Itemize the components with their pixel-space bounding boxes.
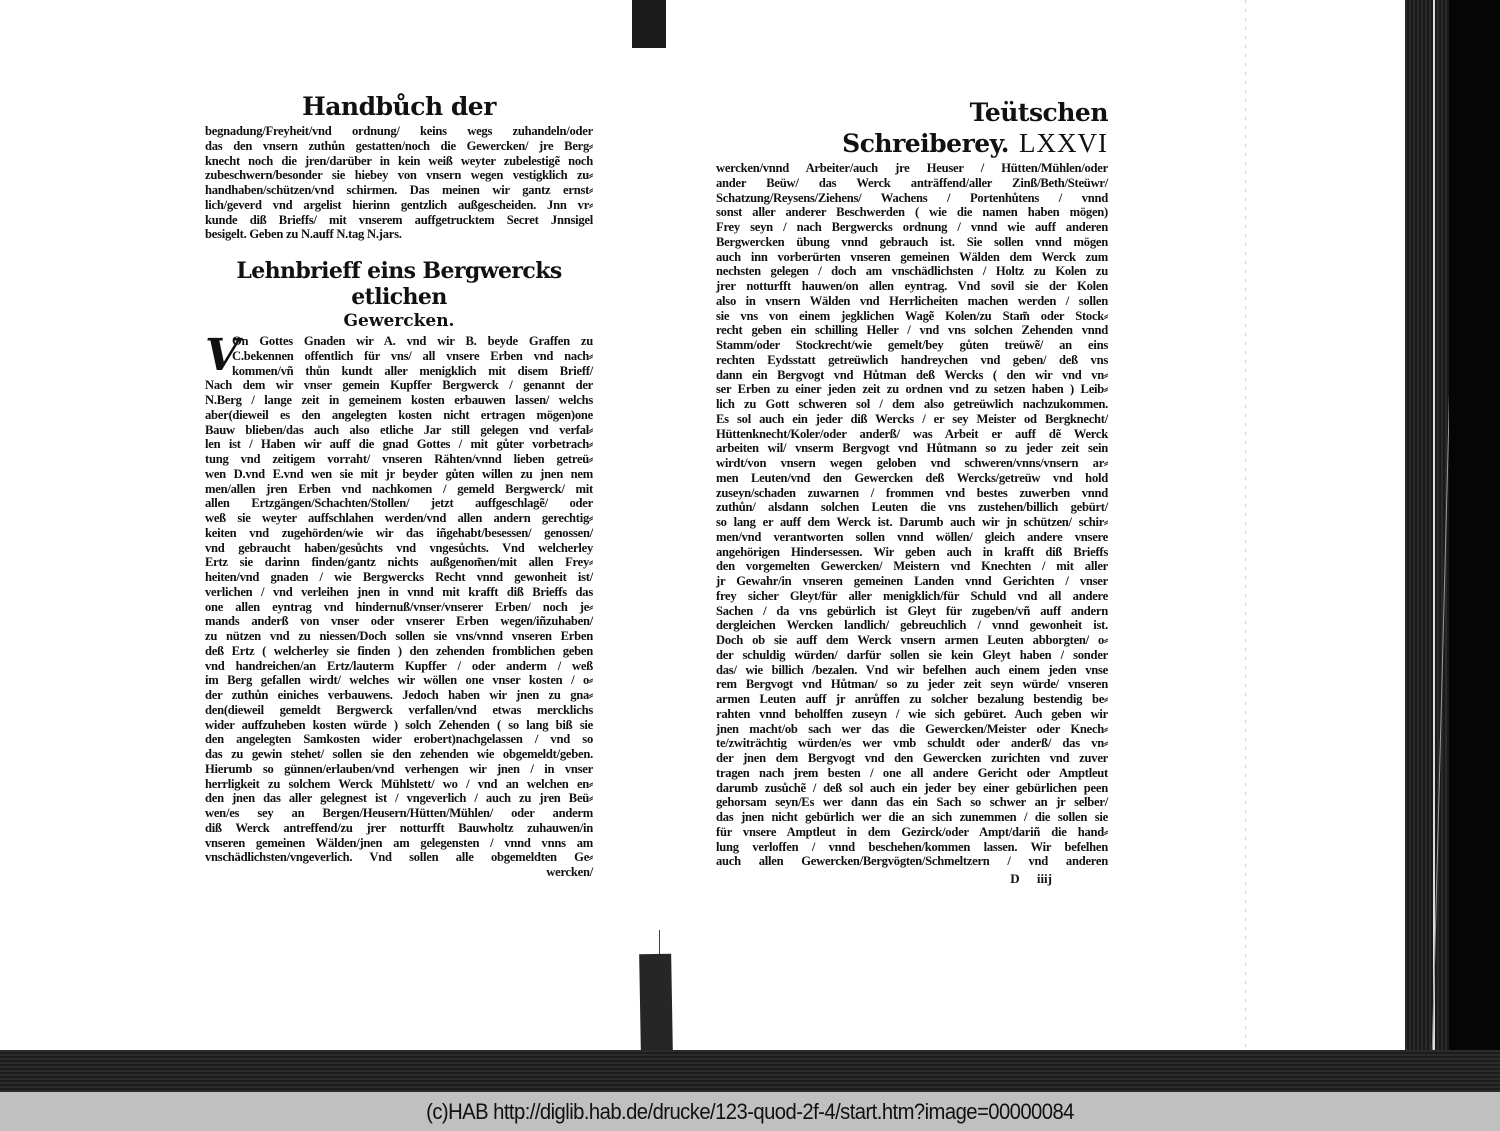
- text-line: keiten vnd zugehörden/wie wir das iñgehabt/besessen/ genossen/: [205, 525, 593, 540]
- text-line: auch allen Gewercken/Bergvögten/Schmeltzern / vnd anderen: [716, 854, 1108, 869]
- text-line: den vorgemelten Gewercken/ Meistern vnd Knechten / mit aller: [716, 559, 1108, 574]
- text-line: lich zu Gott schweren sol / dem also getreüwlich nachzukommen.: [716, 397, 1108, 411]
- drop-cap: V: [205, 330, 240, 381]
- text-line: vnseren gemeinen Wälden/jnen am gelegensten / vnnd vnns am: [205, 835, 593, 850]
- left-page: [205, 92, 593, 880]
- text-line: darumb zusůchẽ / deß sol auch ein jeder bey einer gebürlichen peen: [716, 780, 1108, 795]
- text-line: herrligkeit zu solchem Werck Mühlstett/ wo / vnd an welchen en⸗: [205, 776, 593, 791]
- text-line: N.Berg / lange zeit in gemeinem kosten erbauwen lassen/ welchs: [205, 393, 593, 407]
- text-line: dergleichen Wercken landlich/ gebreuchlich / vnnd gewonheit ist.: [716, 618, 1108, 633]
- text-line: der zuthůn einiches verbauwens. Jedoch haben wir jnen zu gna⸗: [205, 688, 593, 702]
- text-line: der jnen dem Bergvogt vnd den Gewercken zurichten vnd zuver: [716, 751, 1108, 765]
- signature-mark: D iiij: [1010, 871, 1052, 886]
- text-line: dann ein Bergvogt vnd Hůtman deß Wercks ( den wir vnd vn⸗: [716, 367, 1108, 382]
- text-line: gehorsam seyn/Es wer dann das ein Sach so schwer an jr selber/: [716, 795, 1108, 810]
- text-line: diß Werck antreffend/zu jrer notturfft Bauwholtz zuhauwen/in: [205, 820, 593, 835]
- text-line: ander Beüw/ das Werck anträffend/aller Zinß/Beth/Steüwr/: [716, 175, 1108, 190]
- running-head: Handbůch der: [302, 92, 496, 121]
- text-line: jr Gewahr/in vnseren gemeinen Landen vnnd Gerichten / vnser: [716, 574, 1108, 588]
- text-line: Bergwercken übung vnnd gebrauch ist. Sie sollen vnnd mögen: [716, 234, 1108, 249]
- text-line: jnen macht/ob sach wer das die Gewercken/Meister oder Knech⸗: [716, 721, 1108, 736]
- text-line: der schuldig würden/ darfür sollen sie kein Gleyt haben / sonder: [716, 647, 1108, 662]
- text-line: tragen nach jrem besten / one all andere Gericht oder Amptleut: [716, 765, 1108, 780]
- text-line: den angelegten Samkosten wider erobert)nachgelassen / vnd so: [205, 732, 593, 747]
- text-line: men Leuten/vnd den Gewercken deß Wercks/getreüw vnd hold: [716, 470, 1108, 485]
- text-line: Schatzung/Reysens/Ziehens/ Wachens / Portenhůtens / vnnd: [716, 190, 1108, 205]
- text-line: lung verloffen / vnnd beschehen/kommen lassen. Wir befelhen: [716, 839, 1108, 854]
- text-line: rahten vnnd beholffen zuseyn / wie sich gebüret. Auch geben wir: [716, 706, 1108, 721]
- text-block-top: [205, 124, 593, 242]
- running-head-title: Teütschen Schreiberey.: [842, 98, 1108, 158]
- text-line: Es sol auch ein jeder diß Wercks / er sey Meister od Bergknecht/: [716, 411, 1108, 426]
- text-line: das jnen nicht gebürlich wer die an sich zunemmen / die sollen sie: [716, 810, 1108, 824]
- text-line: wen/es sey an Bergen/Heusern/Hütten/Mühlen/ oder anderm: [205, 806, 593, 820]
- footer-credit-bar: [0, 1092, 1500, 1131]
- text-line: im Berg gefallen wirdt/ welches wir wöllen one vnser kosten / o⸗: [205, 673, 593, 688]
- scan-background: [1449, 0, 1500, 1092]
- text-line: zuthůn/ alsdann solchen Leuten die vns zustehen/billich gebürt/: [716, 500, 1108, 515]
- text-line: allen Ertzgängen/Schachten/Stollen/ jetzt auffgeschlagẽ/ oder: [205, 496, 593, 511]
- binding-tab-top: [632, 0, 666, 48]
- running-head: [716, 98, 1108, 159]
- text-line: kunde diß Brieffs/ mit vnserem auffgetrucktem Secret Jnnsigel: [205, 212, 593, 227]
- text-line: lich/geverd vnd argelist hierinn gentzlich außgescheiden. Jnn vr⸗: [205, 197, 593, 212]
- text-line: C.bekennen offentlich für vns/ all vnsere Erben vnd nach⸗: [232, 348, 593, 363]
- text-line: sonst aller anderer Beschwerden ( wie die namen haben mögen): [716, 205, 1108, 220]
- text-line: zuseyn/schaden zuwarnen / frommen vnd bestes zuwerben vnnd: [716, 485, 1108, 500]
- text-line: knecht noch die jren/darüber in kein weiß weyter zubelestigẽ noch: [205, 153, 593, 168]
- text-line: vnd gebraucht haben/gesůchts vnd vngesůchts. Vnd welcherley: [205, 540, 593, 555]
- text-line: vnschädlichsten/vngeverlich. Vnd sollen alle obgemeldten Ge⸗: [205, 850, 593, 865]
- text-line: weß sie weyter auffschlahen werden/vnd allen andern gerechtig⸗: [205, 511, 593, 525]
- catchword: wercken/: [546, 865, 593, 879]
- text-line: Hierumb so günnen/erlauben/vnd verhengen wir jnen / in vnser: [205, 761, 593, 776]
- text-line: men/vnd verantworten sollen vnnd wöllen/ gleich andere vnsere: [716, 529, 1108, 544]
- text-line: wercken/vnnd Arbeiter/auch jre Heuser / Hütten/Mühlen/oder: [716, 161, 1108, 175]
- text-line: len ist / Haben wir auff die gnad Gottes / mit gůter vorbetrach⸗: [205, 437, 593, 452]
- text-line: für vnsere Amptleut in dem Gezirck/oder Ampt/dariñ die hand⸗: [716, 824, 1108, 839]
- text-line: zu nützen vnd zu niessen/Doch sollen sie vns/vnnd vnseren Erben: [205, 629, 593, 643]
- text-line: On Gottes Gnaden wir A. vnd wir B. beyde Graffen zu: [232, 334, 593, 348]
- text-line: begnadung/Freyheit/vnd ordnung/ keins wegs zuhandeln/oder: [205, 124, 593, 138]
- folio-number: LXXVI: [1019, 128, 1108, 158]
- text-line: Hüttenknecht/Koler/oder anderß/ was Arbeit er auff dẽ Werck: [716, 426, 1108, 441]
- text-line: das zu gewin stehet/ sollen sie den zehenden wie obgemeldt/geben.: [205, 747, 593, 761]
- text-line: kommen/vñ thůn kundt aller menigklich mit disem Brieff/: [232, 363, 593, 378]
- text-block-body: [205, 378, 593, 865]
- text-line: ser Erben zu einer jeden zeit zu ordnen vnd zu setzen haben ) Leib⸗: [716, 382, 1108, 397]
- text-line: den jnen das aller gelegnest ist / vngeverlich / auch zu jren Beü⸗: [205, 791, 593, 806]
- text-line: recht geben ein schilling Heller / vnd vns solchen Zehenden vnnd: [716, 323, 1108, 338]
- text-line: Doch ob sie auff dem Werck vnsern armen Leuten abborgten/ o⸗: [716, 633, 1108, 647]
- text-line: men/allen jren Erben vnd nachkomen / gemeld Bergwerck/ mit: [205, 481, 593, 496]
- page-edge-shadow: [1245, 0, 1246, 1050]
- text-line: te/zwiträchtig würden/es wer vmb schuldt oder anderß/ das vn⸗: [716, 736, 1108, 751]
- text-line: rechten Eydsstatt getreüwlich handreychen vnd geben/ deß vns: [716, 352, 1108, 367]
- text-line: besigelt. Geben zu N.auff N.tag N.jars.: [205, 227, 402, 242]
- text-line: frey sicher Gleyt/für aller menigklich/für Schuld vnd all andere: [716, 588, 1108, 603]
- text-line: wen D.vnd E.vnd wen sie mit jr beyder gůten willen zu jnen nem: [205, 466, 593, 481]
- text-line: rem Bergvogt vnd Hůtman/ so zu jeder zeit seyn würde/ vnseren: [716, 677, 1108, 692]
- section-subtitle: Gewercken.: [343, 311, 455, 331]
- text-line: handhaben/schützen/vnd schirmen. Das meinen wir gantz ernst⸗: [205, 183, 593, 197]
- text-line: mands anderß von vnser oder vnserer Erben wegen/iñzuhaben/: [205, 614, 593, 629]
- text-line: sie vns von einem jegklichen Wagẽ Kolen/zu Stam̃ oder Stock⸗: [716, 308, 1108, 323]
- text-line: zubeschwern/besonder sie hiebey von vnsern wegen vestigklich zu⸗: [205, 168, 593, 183]
- gutter-thread: [659, 930, 660, 956]
- text-line: nechsten gelegen / doch am vnschädlichsten / Holtz zu Kolen zu: [716, 264, 1108, 279]
- text-line: Stamm/oder Stockrecht/wie gemelt/bey gůten treüwẽ/ an eins: [716, 338, 1108, 352]
- text-line: angehörigen Hindersessen. Wir geben auch in krafft diß Brieffs: [716, 544, 1108, 559]
- binding-tab-bottom: [639, 954, 673, 1053]
- text-line: Ertz sie darinn finden/gantz nichts außgenom̃en/mit allen Frey⸗: [205, 555, 593, 570]
- credit-text: (c)HAB http://diglib.hab.de/drucke/123-quod-2f-4/start.htm?image=00000084: [426, 1098, 1074, 1124]
- text-block-dropcap: [205, 330, 593, 381]
- text-line: so lang er auff dem Werck ist. Darumb auch wir jn schützen/ schir⸗: [716, 515, 1108, 529]
- text-line: deß Ertz ( welcherley sie finden ) den zehenden fromblichen geben: [205, 643, 593, 658]
- text-line: vnd handreichen/an Ertz/lauterm Kupffer / oder anderm / weß: [205, 658, 593, 673]
- text-line: jrer notturfft hauwen/on allen eyntrag. Vnd sovil sie der Kolen: [716, 279, 1108, 293]
- text-line: wirdt/von vnsern wegen geloben vnd schweren/vnns/vnsern ar⸗: [716, 456, 1108, 470]
- text-line: wider auffzuheben kosten würde ) solch Zehenden ( so lang biß sie: [205, 717, 593, 732]
- text-line: also in vnsern Wälden vnd Herrlicheiten machen werden / sollen: [716, 293, 1108, 308]
- section-title: Lehnbrieff eins Bergwercks etlichen: [236, 258, 562, 310]
- text-block-body: [716, 161, 1108, 869]
- text-line: das den vnsern zuthůn gestatten/noch die Gewercken/ jre Berg⸗: [205, 138, 593, 153]
- text-line: arbeiten wil/ vnserm Bergvogt vnd Hůtmann so zu jeder zeit sein: [716, 441, 1108, 456]
- text-line: Sachen / da vns gebürlich ist Gleyt für zugeben/vñ auff andern: [716, 603, 1108, 618]
- scan-border-bottom: [0, 1050, 1500, 1092]
- text-line: tung vnd zeitigem vorraht/ vnseren Rähten/vnnd lieben getreü⸗: [205, 452, 593, 466]
- scan-border-right: [1405, 0, 1500, 1092]
- text-line: das/ wie billich /bezalen. Vnd wir befelhen auch einem jeden vnse: [716, 662, 1108, 677]
- text-line: heiten/vnd gnaden / wie Bergwercks Recht vnnd gewonheit ist/: [205, 570, 593, 584]
- text-line: one allen eyntrag vnd hindernuß/vnser/vnserer Erben/ noch je⸗: [205, 599, 593, 614]
- right-page: [716, 98, 1108, 887]
- text-line: den(dieweil gemeldt Bergwerck verfallen/vnd etwas mercklichs: [205, 702, 593, 717]
- text-line: armen Leuten auff jr anrůffen zu solcher bezalung bestendig be⸗: [716, 692, 1108, 706]
- text-line: Frey seyn / nach Bergwercks ordnung / vnnd wie auff anderen: [716, 220, 1108, 234]
- text-line: auch inn vorberürten vnseren gemeinen Wälden dem Werck zum: [716, 249, 1108, 264]
- text-line: Nach dem wir vnser gemein Kupffer Bergwerck / genannt der: [205, 378, 593, 393]
- text-line: verlichen / vnd verleihen jnen in vnnd mit krafft diß Brieffs das: [205, 584, 593, 599]
- text-line: aber(dieweil es den angelegten kosten nicht ertragen mögen)one: [205, 407, 593, 422]
- dropcap-paragraph: [205, 330, 593, 381]
- text-line: Bauw blieben/das auch also etliche Jar still gelegen vnd verfal⸗: [205, 422, 593, 437]
